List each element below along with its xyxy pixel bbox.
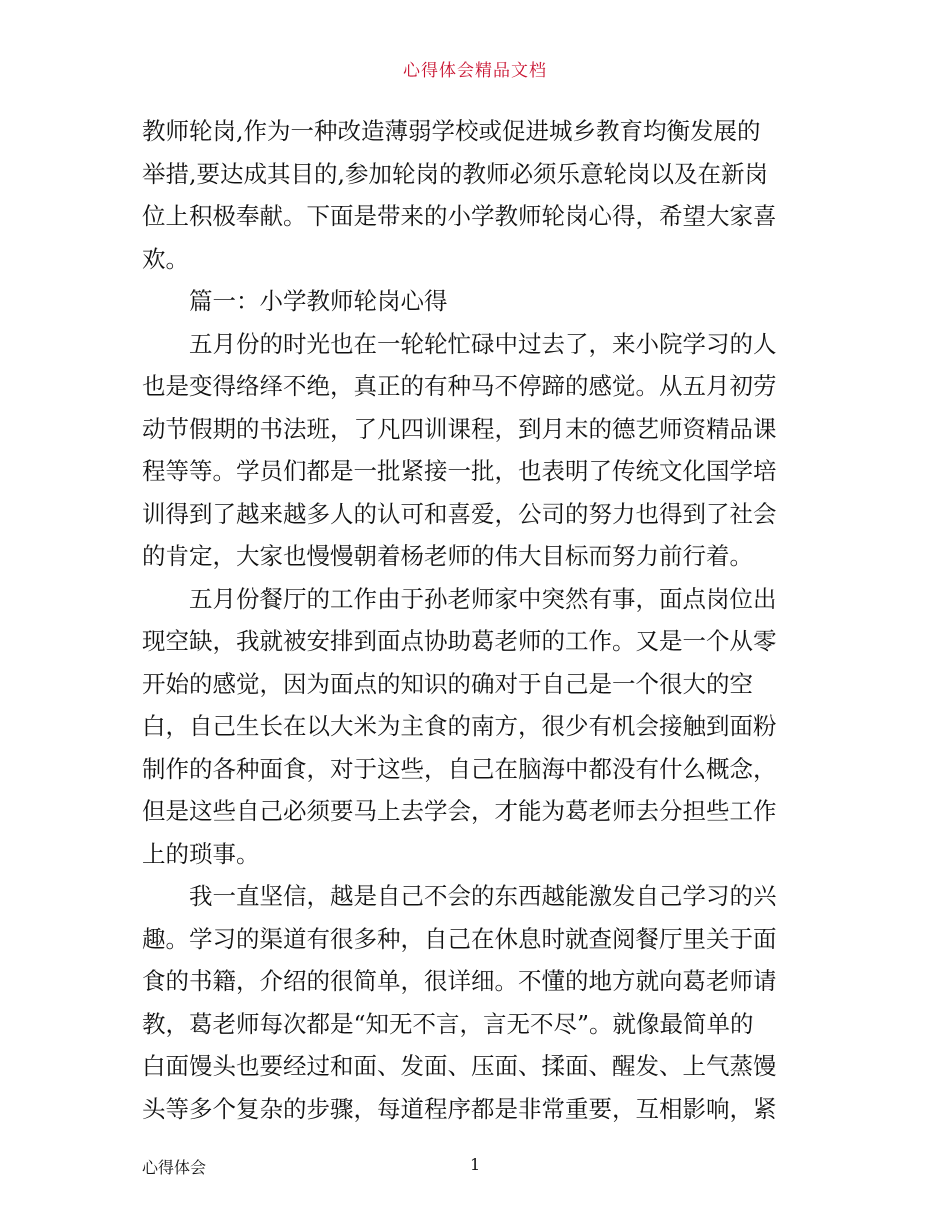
page-header-title: 心得体会精品文档 (403, 61, 547, 81)
text-line: 也是变得络绎不绝，真正的有种马不停蹄的感觉。从五月初劳 (142, 372, 777, 400)
text-line: 的肯定，大家也慢慢朝着杨老师的伟大目标而努力前行着。 (142, 542, 753, 570)
document-body (142, 110, 814, 1130)
text-line: 制作的各种面食，对于这些，自己在脑海中都没有什么概念， (142, 754, 777, 783)
text-line: 食的书籍，介绍的很简单，很详细。不懂的地方就向葛老师请 (142, 967, 777, 995)
text-line: 但是这些自己必须要马上去学会，才能为葛老师去分担些工作 (142, 797, 777, 825)
text-line: 上的琐事。 (142, 839, 260, 868)
page-number: 1 (470, 1155, 481, 1174)
text-line: 我一直坚信，越是自己不会的东西越能激发自己学习的兴 (142, 882, 777, 910)
text-line: 五月份餐厅的工作由于孙老师家中突然有事，面点岗位出 (142, 584, 777, 613)
text-line: 教师轮岗,作为一种改造薄弱学校或促进城乡教育均衡发展的 (142, 117, 761, 145)
section-heading: 篇一：小学教师轮岗心得 (142, 287, 448, 315)
text-line: 开始的感觉，因为面点的知识的确对于自己是一个很大的空 (142, 669, 753, 698)
text-line: 训得到了越来越多人的认可和喜爱，公司的努力也得到了社会 (142, 499, 777, 528)
text-line: 教，葛老师每次都是“知无不言，言无不尽”。就像最简单的 (142, 1009, 754, 1038)
text-line: 白面馒头也要经过和面、发面、压面、揉面、醒发、上气蒸馒 (142, 1052, 777, 1080)
footer-label: 心得体会 (142, 1158, 207, 1177)
text-line: 位上积极奉献。下面是带来的小学教师轮岗心得，希望大家喜 (142, 202, 777, 230)
text-line: 程等等。学员们都是一批紧接一批，也表明了传统文化国学培 (142, 457, 777, 485)
text-line: 举措,要达成其目的,参加轮岗的教师必须乐意轮岗以及在新岗 (142, 159, 768, 188)
text-line: 现空缺，我就被安排到面点协助葛老师的工作。又是一个从零 (142, 627, 777, 655)
text-line: 动节假期的书法班，了凡四训课程，到月末的德艺师资精品课 (142, 414, 777, 443)
text-line: 欢。 (142, 244, 189, 273)
text-line: 五月份的时光也在一轮轮忙碌中过去了，来小院学习的人 (142, 329, 777, 358)
text-line: 白，自己生长在以大米为主食的南方，很少有机会接触到面粉 (142, 712, 777, 740)
text-line: 趣。学习的渠道有很多种，自己在休息时就查阅餐厅里关于面 (142, 924, 777, 953)
text-line: 头等多个复杂的步骤，每道程序都是非常重要，互相影响，紧 (142, 1094, 777, 1123)
